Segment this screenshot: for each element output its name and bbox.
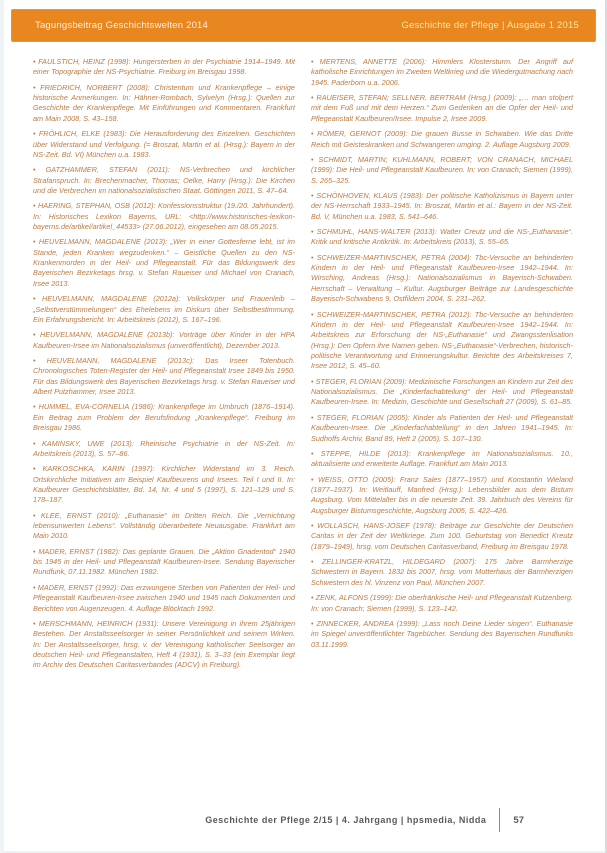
reference-entry: • HEUVELMANN, MAGDALENE (2012a): Volkskörper und Frauenleib – „Selbstverstümmelungen“ des Ehelebens im Diskurs über Selbstbestimmung. Ein Erfahrungsbericht. In: Arbeitskreis (2012), S. 167–196.	[33, 294, 295, 325]
reference-entry: • SCHÖNHOVEN, KLAUS (1983): Der politische Katholizismus in Bayern unter der NS-Herrschaft 1933–1945. In: Broszat, Martin et al.: Bayern in der NS-Zeit. Bd. V, München u.a. 1983, S. 541–646.	[311, 191, 573, 222]
reference-entry: • HEUVELMANN, MAGDALENE (2013): „Wer in einer Gottesferne lebt, ist im Stande, jeden Kranken wegzudenken.“ – Geistliche Quellen zu den NS-Krankenmorden in der Heil- und Pflegeanstalt. Für das Bildungswerk des Bayerischen Bezirketags hrsg. v. Stefan Raueiser und Michael von Cranach, Irsee 2013.	[33, 237, 295, 289]
reference-entry: • MADER, ERNST (1982): Das geplante Grauen. Die „Aktion Gnadentod“ 1940 bis 1945 in der Heil- und Pflegeanstalt Kaufbeuren-Irsee. Sendung Bayerischer Rundfunk, 07.11.1982. München 1982.	[33, 547, 295, 578]
reference-entry: • FRÖHLICH, ELKE (1983): Die Herausforderung des Einzelnen. Geschichten über Widerstand und Verfolgung. (= Broszat, Martin et al. (Hrsg.): Bayern in der NS-Zeit. Bd. VI) München u.a. 1983.	[33, 129, 295, 160]
reference-entry: • HEUVELMANN, MAGDALENE (2013b): Vorträge über Kinder in der HPA Kaufbeuren-Irsee im Nationalsozialismus (unveröffentlicht), Dezember 2013.	[33, 330, 295, 351]
reference-entry: • RAUEISER, STEFAN; SELLNER, BERTRAM (Hrsg.) (2009): „… man stolpert mit dem Fuß und mit dem Herzen.“ Zum Gedenken an die Opfer der Heil- und Pflegeanstalt Kaufbeuren/Irsee. Impulse 2, Irsee 2009.	[311, 93, 573, 124]
page-number: 57	[513, 814, 524, 826]
footer-journal-line: Geschichte der Pflege 2/15 | 4. Jahrgang | hpsmedia, Nidda	[205, 815, 487, 825]
reference-entry: • HAERING, STEPHAN, OSB (2012): Konfessionsstruktur (19./20. Jahrhundert). In: Historisches Lexikon Bayerns, URL: <http://www.historisches-lexikon-bayerns.de/artikel/artikel_44533> (27.06.2012), eingesehen am 08.05.2015.	[33, 201, 295, 232]
reference-entry: • MERSCHMANN, HEINRICH (1931): Unsere Vereinigung in ihrem 25jährigen Bestehen. Der Anstaltsseelsorger in seiner Persönlichkeit und seinem Wirken. In: Der Anstaltsseelsorger, hrsg. v. der Vereinigung katholischer Seelsorger an deutschen Heil- und Pflegeanstalten, Heft 4 (1931), S. 3–33 (ein Exemplar liegt im Archiv des Deutschen Caritasverbandes (ADCV) in Freiburg).	[33, 619, 295, 671]
footer-divider	[499, 808, 500, 832]
reference-entry: • GATZHAMMER, STEFAN (2011): NS-Verbrechen und kirchlicher Strafanspruch. In: Brechenmacher, Thomas; Oelke, Harry (Hrsg.): Die Kirchen und die Verbrechen im nationalsozialistischen Staat. Göttingen 2011, S. 47–64.	[33, 165, 295, 196]
reference-entry: • FAULSTICH, HEINZ (1998): Hungersterben in der Psychiatrie 1914–1949. Mit einer Topographie der NS-Psychiatrie. Freiburg im Breisgau 1998.	[33, 57, 295, 78]
reference-entry: • KLEE, ERNST (2010): „Euthanasie“ im Dritten Reich. Die „Vernichtung lebensunwerten Lebens“. Vollständig überarbeitete Neuausgabe. Frankfurt am Main 2010.	[33, 511, 295, 542]
reference-entry: • SCHWEIZER-MARTINSCHEK, PETRA (2004): Tbc-Versuche an behinderten Kindern in der Heil- und Pflegeanstalt Kaufbeuren-Irsee 1942–1944. In: Wirsching, Andreas (Hrsg.): Nationalsozialismus in Bayerisch-Schwaben. Herrschaft – Verwaltung – Kultur. Augsburger Beiträge zur Landesgeschichte Bayerisch-Schwabens 9, Ostfildern 2004, S. 231–262.	[311, 253, 573, 305]
reference-entry: • SCHMUHL, HANS-WALTER (2013): Walter Creutz und die NS-„Euthanasie“. Kritik und kritische Antikritik. In: Arbeitskreis (2013), S. 55–65.	[311, 227, 573, 248]
reference-entry: • STEGER, FLORIAN (2009): Medizinische Forschungen an Kindern zur Zeit des Nationalsozialismus. Die „Kinderfachabteilung“ der Heil- und Pflegeanstalt Kaufbeuren-Irsee. In: Medizin, Geschichte und Gesellschaft 27 (2009), S. 61–85.	[311, 377, 573, 408]
reference-entry: • HEUVELMANN, MAGDALENE (2013c): Das Irseer Totenbuch. Chronologisches Toten-Register der Heil- und Pflegeanstalt Irsee 1849 bis 1950. Für das Bildungswerk des Bayerischen Bezirketags hrsg. v. Stefan Raueiser und Albert Putzhammer, Irsee 2013.	[33, 356, 295, 397]
reference-entry: • STEGER, FLORIAN (2005): Kinder als Patienten der Heil- und Pflegeanstalt Kaufbeuren-Irsee. Die „Kinderfachabteilung“ in den Jahren 1941–1945. In: Sudhoffs Archiv, Band 89, Heft 2 (2005), S. 107–130.	[311, 413, 573, 444]
bibliography-column-left	[33, 57, 295, 676]
page-header-bar	[11, 9, 596, 42]
reference-entry: • FRIEDRICH, NORBERT (2008): Christentum und Krankenpflege – einige historische Anmerkungen. In: Hähner-Rombach, Sylvelyn (Hrsg.): Quellen zur Geschichte der Krankenpflege. Mit Einführungen und Kommentaren. Frankfurt am Main 2008, S. 43–158.	[33, 83, 295, 124]
reference-entry: • MERTENS, ANNETTE (2006): Himmlers Klostersturm. Der Angriff auf katholische Einrichtungen im Zweiten Weltkrieg und die Wiedergutmachung nach 1945. Paderborn u.a. 2006.	[311, 57, 573, 88]
reference-entry: • RÖMER, GERNOT (2009): Die grauen Busse in Schwaben. Wie das Dritte Reich mit Geisteskranken und Schwangeren umging. 2. Auflage Augsburg 2009.	[311, 129, 573, 150]
header-right-label: Geschichte der Pflege | Ausgabe 1 2015	[401, 20, 579, 31]
bibliography-column-right	[311, 57, 573, 676]
reference-entry: • ZELLINGER-KRATZL, HILDEGARD (2007): 175 Jahre Barmherzige Schwestern in Bayern. 1832 bis 2007, hrsg. vom Mutterhaus der Barmherzigen Schwestern des hl. Vinzenz von Paul, München 2007.	[311, 557, 573, 588]
reference-entry: • KAMINSKY, UWE (2013): Rheinische Psychiatrie in der NS-Zeit. In: Arbeitskreis (2013), S. 57–86.	[33, 439, 295, 460]
reference-entry: • WEISS, OTTO (2005): Franz Sales (1877–1957) und Konstantin Wieland (1877–1937). In: Weitlauff, Manfred (Hrsg.): Lebensbilder aus dem Bistum Augsburg. Vom Mittelalter bis in die neueste Zeit. 39. Jahrbuch des Vereins für Augsburger Bistumsgeschichte, Augsburg 2005, S. 422–426.	[311, 475, 573, 516]
reference-entry: • STEPPE, HILDE (2013): Krankenpflege im Nationalsozialismus. 10., aktualisierte und erweiterte Auflage. Frankfurt am Main 2013.	[311, 449, 573, 470]
reference-entry: • ZINNECKER, ANDREA (1999): „Lass noch Deine Lieder singen“. Euthanasie im Spiegel unveröffentlichter Tagebücher. Sendung des Bayerischen Rundfunks 03.11.1999.	[311, 619, 573, 650]
reference-entry: • HUMMEL, EVA-CORNELIA (1986): Krankenpflege im Umbruch (1876–1914). Ein Beitrag zum Problem der Berufsfindung „Krankenpflege“. Freiburg im Breisgau 1986.	[33, 402, 295, 433]
bibliography	[33, 57, 573, 676]
header-left-label: Tagungsbeitrag Geschichtswelten 2014	[35, 20, 209, 31]
page-footer	[0, 808, 524, 832]
reference-entry: • KARKOSCHKA, KARIN (1997): Kirchlicher Widerstand im 3. Reich. Ortskirchliche Initiativen am Beispiel Kaufbeurens und Irsees. Teil I und II. In: Kaufbeurer Geschichtsblätter, Bd. 14, Nr. 4 und 5 (1997), S. 121–129 und S. 178–187.	[33, 464, 295, 505]
reference-entry: • SCHMIDT, MARTIN; KUHLMANN, ROBERT; VON CRANACH, MICHAEL (1999): Die Heil- und Pflegeanstalt Kaufbeuren. In: von Cranach; Siemen (1999), S. 265–325.	[311, 155, 573, 186]
reference-entry: • SCHWEIZER-MARTINSCHEK, PETRA (2012): Tbc-Versuche an behinderten Kindern in der Heil- und Pflegeanstalt Kaufbeuren-Irsee 1942–1944. In: Arbeitskreis zur Erforschung der NS-„Euthanasie“ und Zwangssterilisation (Hrsg.): Den Opfern ihre Namen geben. NS-„Euthanasie“-Verbrechen, historisch-politische Verantwortung und Erinnerungskultur. Berichte des Arbeitskreises 7, Irsee 2012, S. 45–60.	[311, 310, 573, 372]
reference-entry: • WOLLASCH, HANS-JOSEF (1978): Beiträge zur Geschichte der Deutschen Caritas in der Zeit der Weltkriege. Zum 100. Geburtstag von Benedict Kreutz (1879–1949), hrsg. vom Deutschen Caritasverband, Freiburg im Breisgau 1978.	[311, 521, 573, 552]
reference-entry: • ZENK, ALFONS (1999): Die oberfränkische Heil- und Pflegeanstalt Kutzenberg. In: von Cranach; Siemen (1999), S. 123–142.	[311, 593, 573, 614]
reference-entry: • MADER, ERNST (1992): Das erzwungene Sterben von Patienten der Heil- und Pflegeanstalt Kaufbeuren-Irsee zwischen 1940 und 1945 nach Dokumenten und Berichten von Augenzeugen. 4. Auflage Blöcktach 1992.	[33, 583, 295, 614]
